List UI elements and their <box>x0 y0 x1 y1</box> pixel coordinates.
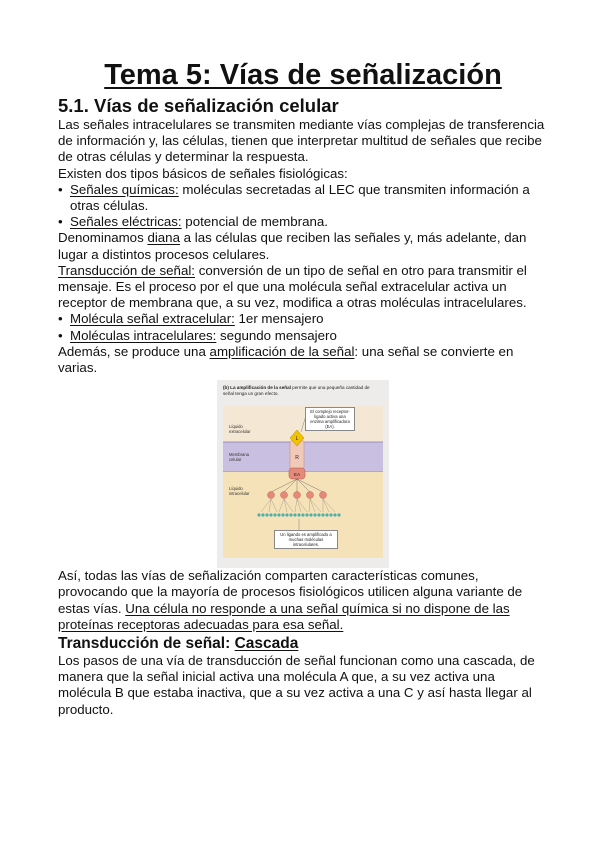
label-membrane: Membrana celular <box>229 452 250 463</box>
list-item: • Moléculas intracelulares: segundo mensajero <box>58 328 548 344</box>
list-item: • Señales eléctricas: potencial de membrana. <box>58 214 548 230</box>
amplification-figure <box>217 380 389 568</box>
paragraph-cascade: Los pasos de una vía de transducción de señal funcionan como una cascada, de manera que la señal inicial activa una molécula A que, a su vez activa una molécula B que estaba inactiva, que a su vez activa a una C y así hasta llegar al producto. <box>58 653 535 717</box>
ligand-label: L <box>295 436 299 443</box>
messenger-list <box>58 311 548 343</box>
paragraph-transduction: Transducción de señal: conversión de un tipo de señal en otro para transmitir el mensaje. Es el proceso por el que una molécula señal extracelular activa un receptor de membrana que, a su vez, modifica a otras moléculas intracelulares. <box>58 262 527 311</box>
paragraph-common: Así, todas las vías de señalización comparten características comunes, provocando que la mayoría de procesos fisiológicos utilicen alguna variante de estas vías. Una célula no responde a una señal química si no dispone de las proteínas receptoras adecuadas para esa señal. <box>58 568 523 632</box>
paragraph-intro: Las señales intracelulares se transmiten mediante vías complejas de transferencia de información y, las células, tienen que interpretar multitud de señales que recibe de otras células y determinar la respuesta. <box>58 117 545 165</box>
note-amplified: Un ligando es amplificado a muchas moléculas intracelulares. <box>274 530 338 549</box>
page-title: Tema 5: Vías de señalización <box>104 59 502 91</box>
paragraph-diana: Denominamos diana a las células que reciben las señales y, más adelante, dan lugar a distintos procesos celulares. <box>58 230 527 262</box>
document-page <box>58 58 548 718</box>
paragraph-types: Existen dos tipos básicos de señales fisiológicas: <box>58 165 348 181</box>
signal-types-list <box>58 182 548 231</box>
figure-caption: (b) La amplificación de la señal permite que una pequeña cantidad de señal tenga un gran efecto. <box>223 385 370 396</box>
enzyme-label: EA <box>293 472 301 478</box>
paragraph-amplification: Además, se produce una amplificación de la señal: una señal se convierte en varias. <box>58 343 514 376</box>
section-heading: 5.1. Vías de señalización celular <box>58 95 339 116</box>
subheading-cascade: Transducción de señal: Cascada <box>58 635 299 653</box>
intracellular-molecules <box>257 514 340 517</box>
list-item: • Molécula señal extracelular: 1er mensajero <box>58 311 548 327</box>
label-intracellular: Líquido intracelular <box>229 486 250 497</box>
receptor-label: R <box>295 455 299 462</box>
note-receptor-complex: El complejo receptor-ligado activa una enzima amplificadora (EA). <box>305 407 355 431</box>
list-item: • Señales químicas: moléculas secretadas al LEC que transmiten información a otras células. <box>58 182 548 214</box>
label-extracellular: Líquido extracelular <box>229 424 251 435</box>
